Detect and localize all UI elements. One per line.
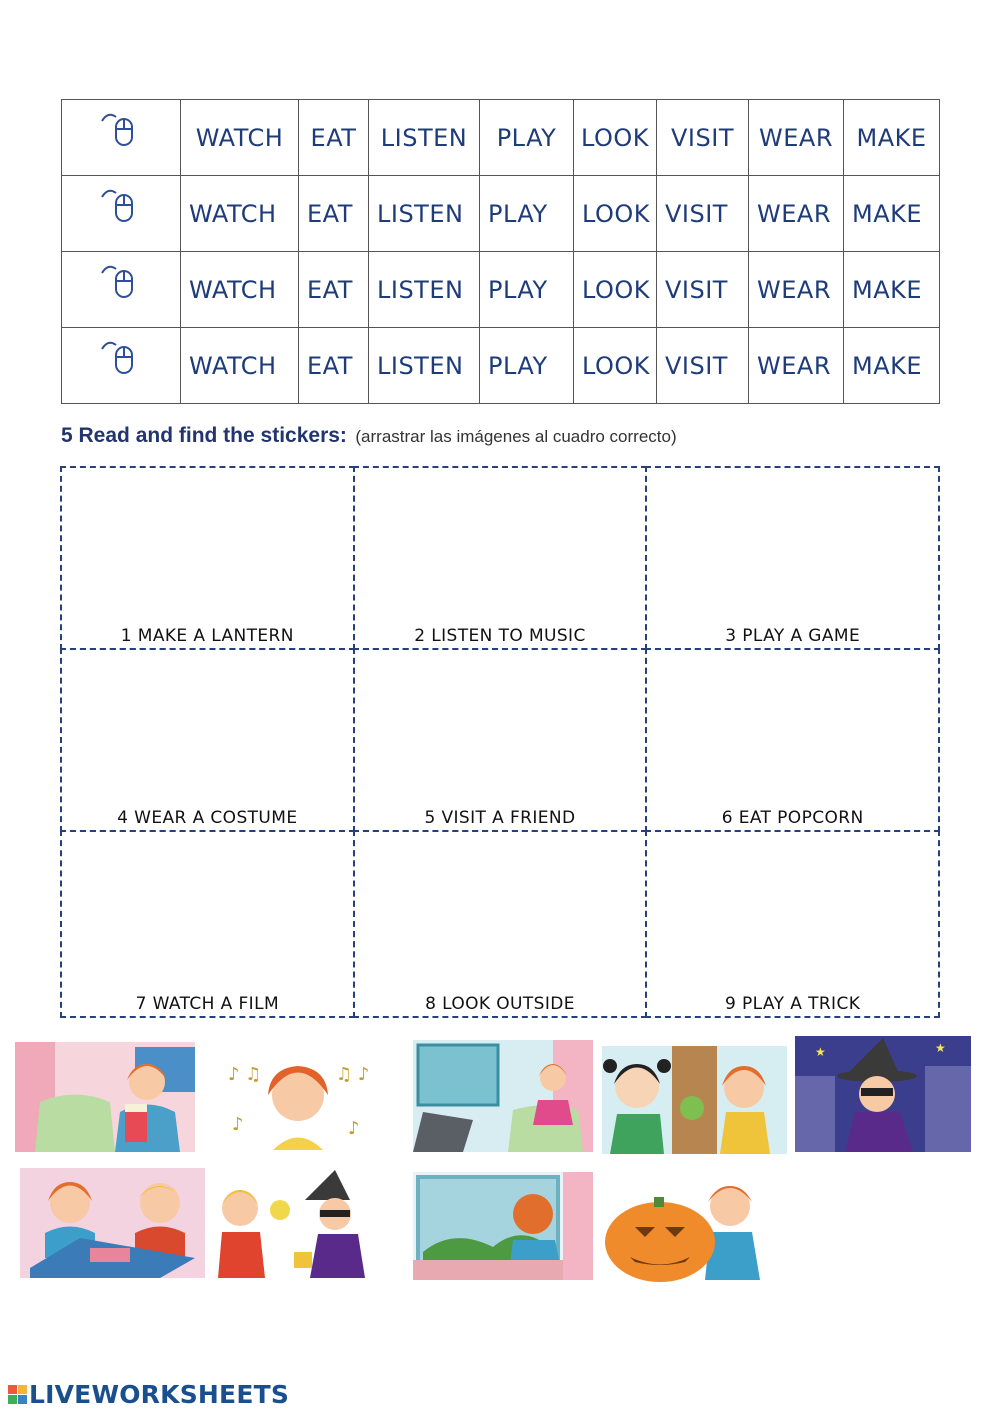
drop-box-label: 2 LISTEN TO MUSIC: [414, 626, 586, 646]
word-option[interactable]: WATCH: [181, 328, 299, 404]
section-heading: [61, 424, 677, 448]
section-instruction: (arrastrar las imágenes al cuadro correcto): [355, 427, 677, 446]
word-option[interactable]: WEAR: [749, 100, 844, 176]
word-row: [62, 176, 940, 252]
word-option[interactable]: MAKE: [844, 176, 940, 252]
listen-music-image[interactable]: [218, 1050, 378, 1150]
drop-box-label: 4 WEAR A COSTUME: [117, 808, 298, 828]
word-option[interactable]: PLAY: [480, 176, 574, 252]
word-option[interactable]: VISIT: [657, 176, 749, 252]
word-row: [62, 252, 940, 328]
svg-text:★: ★: [815, 1045, 826, 1059]
drop-box-make-lantern[interactable]: [60, 466, 355, 650]
svg-text:♪ ♫: ♪ ♫: [228, 1064, 262, 1085]
mouse-icon: [62, 176, 181, 252]
word-option[interactable]: EAT: [299, 176, 369, 252]
word-option[interactable]: WEAR: [749, 176, 844, 252]
word-option[interactable]: WATCH: [181, 176, 299, 252]
wear-costume-image[interactable]: [795, 1036, 971, 1152]
word-option[interactable]: LISTEN: [369, 328, 480, 404]
word-option[interactable]: EAT: [299, 100, 369, 176]
drop-box-label: 9 PLAY A TRICK: [725, 994, 861, 1014]
drop-box-eat-popcorn[interactable]: [645, 648, 940, 832]
word-option[interactable]: LISTEN: [369, 176, 480, 252]
word-option[interactable]: VISIT: [657, 100, 749, 176]
mouse-icon: [62, 100, 181, 176]
mouse-icon: [62, 328, 181, 404]
word-option[interactable]: LOOK: [574, 176, 657, 252]
drop-box-label: 5 VISIT A FRIEND: [424, 808, 576, 828]
drop-box-label: 8 LOOK OUTSIDE: [425, 994, 575, 1014]
word-option[interactable]: LISTEN: [369, 100, 480, 176]
word-option[interactable]: PLAY: [480, 252, 574, 328]
visit-friend-image[interactable]: [602, 1046, 787, 1154]
svg-text:★: ★: [935, 1041, 946, 1055]
drop-box-listen-music[interactable]: [353, 466, 648, 650]
drop-grid: [61, 467, 939, 1017]
drop-box-label: 1 MAKE A LANTERN: [120, 626, 294, 646]
look-outside-image[interactable]: [413, 1172, 593, 1280]
section-title: 5 Read and find the stickers:: [61, 424, 347, 447]
word-option[interactable]: EAT: [299, 328, 369, 404]
drop-box-play-game[interactable]: [645, 466, 940, 650]
logo-icon: [8, 1385, 27, 1404]
word-option[interactable]: MAKE: [844, 328, 940, 404]
word-option[interactable]: MAKE: [844, 252, 940, 328]
drop-box-label: 7 WATCH A FILM: [135, 994, 280, 1014]
word-option[interactable]: VISIT: [657, 328, 749, 404]
logo-text: LIVEWORKSHEETS: [29, 1380, 290, 1409]
word-option[interactable]: WATCH: [181, 252, 299, 328]
word-option[interactable]: PLAY: [480, 100, 574, 176]
eat-popcorn-image[interactable]: [15, 1042, 195, 1152]
drop-box-watch-film[interactable]: [60, 830, 355, 1018]
word-option[interactable]: LOOK: [574, 328, 657, 404]
make-lantern-image[interactable]: [600, 1172, 770, 1284]
word-option[interactable]: EAT: [299, 252, 369, 328]
word-row: [62, 328, 940, 404]
word-option[interactable]: PLAY: [480, 328, 574, 404]
liveworksheets-logo: [8, 1380, 289, 1409]
drop-box-label: 3 PLAY A GAME: [725, 626, 861, 646]
svg-text:♪: ♪: [232, 1114, 244, 1135]
word-option[interactable]: WATCH: [181, 100, 299, 176]
word-option[interactable]: LISTEN: [369, 252, 480, 328]
drop-box-look-outside[interactable]: [353, 830, 648, 1018]
word-option[interactable]: LOOK: [574, 252, 657, 328]
word-option[interactable]: LOOK: [574, 100, 657, 176]
word-option[interactable]: MAKE: [844, 100, 940, 176]
play-game-image[interactable]: [20, 1168, 205, 1278]
play-trick-image[interactable]: [210, 1170, 370, 1278]
mouse-icon: [62, 252, 181, 328]
word-table: [61, 99, 940, 404]
svg-text:♫ ♪: ♫ ♪: [336, 1064, 370, 1085]
svg-text:♪: ♪: [348, 1118, 360, 1139]
word-row: [62, 100, 940, 176]
drop-box-wear-costume[interactable]: [60, 648, 355, 832]
drop-box-label: 6 EAT POPCORN: [721, 808, 864, 828]
watch-film-image[interactable]: [413, 1040, 593, 1152]
word-option[interactable]: WEAR: [749, 252, 844, 328]
word-option[interactable]: VISIT: [657, 252, 749, 328]
drop-box-visit-friend[interactable]: [353, 648, 648, 832]
word-option[interactable]: WEAR: [749, 328, 844, 404]
drop-box-play-trick[interactable]: [645, 830, 940, 1018]
